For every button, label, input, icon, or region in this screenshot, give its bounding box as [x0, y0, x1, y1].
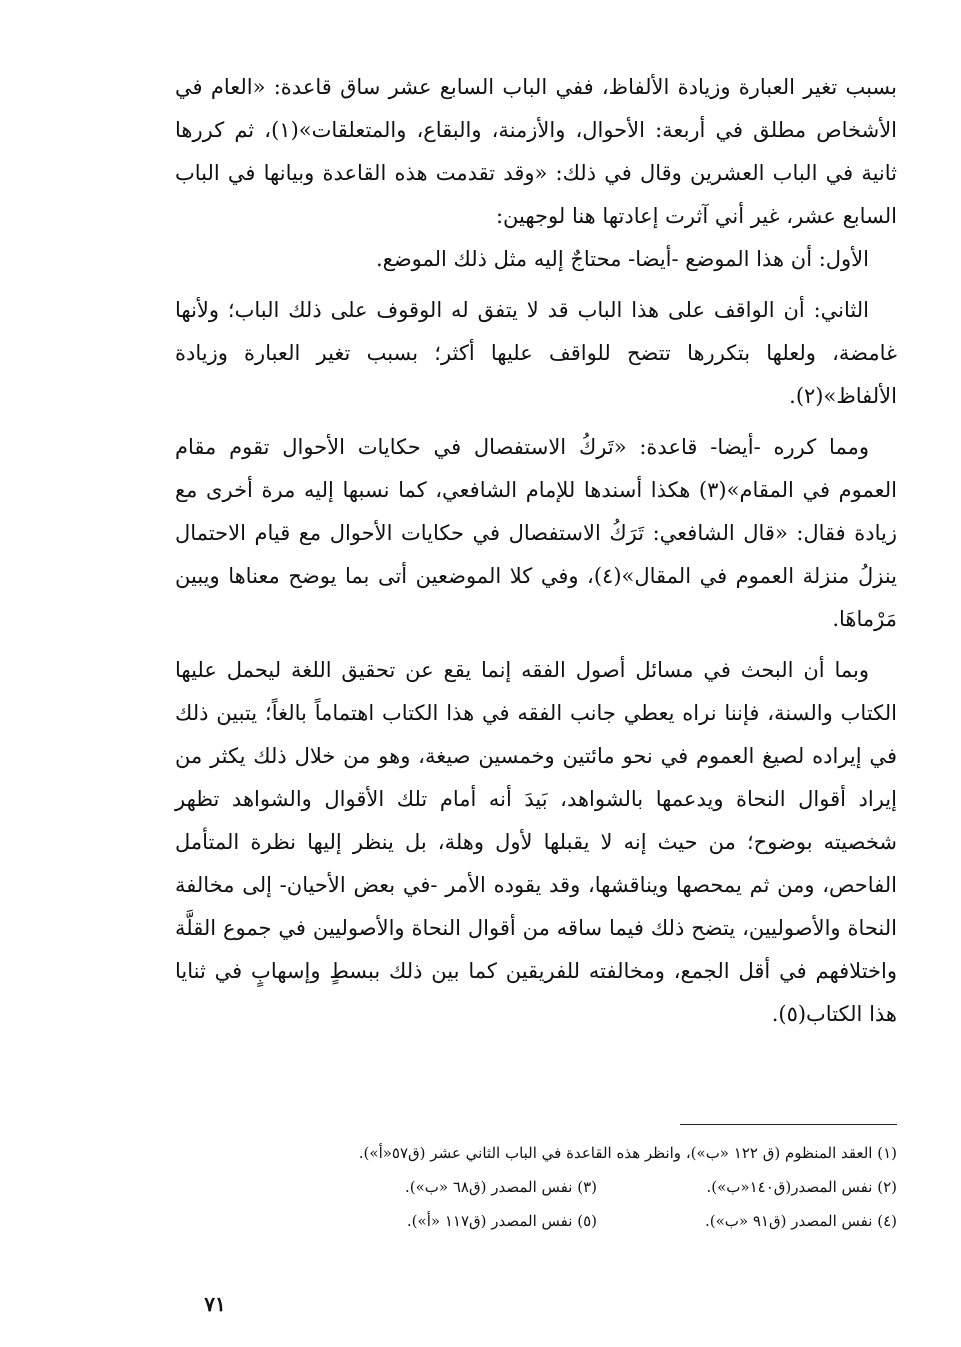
text-line: من خلال ذلك يكثر من إيراد أقوال النحاة ويدعمها بالشواهد، بَيدَ أنه أمام	[175, 744, 897, 811]
paragraph-2	[175, 238, 897, 281]
footnote-5: (٥) نفس المصدر (ق١١٧ «أ»).	[406, 1212, 597, 1230]
text-line: في الأشخاص مطلق في أربعة: الأحوال، والأزمنة، والبقاع، والمتعلقات»(١)،	[175, 75, 898, 142]
text-line: ومما كرره -أيضا- قاعدة: «تَركُ الاستفصال في حكايات الأحوال تقوم	[229, 435, 869, 459]
footnote-1: (١) العقد المنظوم (ق ١٢٢ «ب»)، وانظر هذه القاعدة في الباب الثاني عشر (ق٥٧«أ»).	[358, 1144, 897, 1162]
text-line: يوضح معناها ويبين مَرْماهَا.	[175, 564, 897, 631]
text-line: الباب؛ ولأنها غامضة، ولعلها بتكررها تتضح للواقف عليها أكثر؛ بسبب تغير	[175, 298, 897, 365]
text-line: الكتاب(٥).	[771, 1002, 863, 1026]
text-line: وبما أن البحث في مسائل أصول الفقه إنما يقع عن تحقيق اللغة ليحمل	[226, 658, 869, 682]
text-line: يقوده الأمر -في بعض الأحيان- إلى مخالفة النحاة والأصوليين، يتضح ذلك	[175, 873, 897, 940]
body-text	[175, 66, 897, 1036]
text-line: مع قيام الاحتمال ينزلُ منزلة العموم في المقال»(٤)، وفي كلا الموضعين أتى بما	[175, 521, 897, 588]
footnote-3: (٣) نفس المصدر (ق٦٨ «ب»).	[405, 1178, 597, 1196]
text-line: العبارة وزيادة الألفاظ»(٢).	[175, 341, 897, 408]
text-line: ثم كررها ثانية في الباب العشرين وقال في ذلك: «وقد تقدمت هذه القاعدة	[175, 118, 897, 185]
text-line: بالغاً؛ يتبين ذلك في إيراده لصيغ العموم في نحو مائتين وخمسين صيغة، وهو	[175, 701, 897, 768]
paragraph-4	[175, 426, 897, 641]
text-line: تلك الأقوال والشواهد تظهر شخصيته بوضوح؛ من حيث إنه لا يقبلها لأول	[175, 787, 897, 854]
paragraph-3	[175, 289, 897, 418]
text-line: أخرى مع زيادة فقال: «قال الشافعي: تَرَكُ الاستفصال في حكايات الأحوال	[175, 478, 897, 545]
text-line: وهلة، بل ينظر إليها نظرة المتأمل الفاحص، ومن ثم يمحصها ويناقشها، وقد	[175, 830, 897, 897]
footnote-row	[175, 1170, 897, 1204]
footnote-4: (٤) نفس المصدر (ق٩١ «ب»).	[705, 1212, 897, 1230]
footnotes	[175, 1136, 897, 1238]
text-line: فيما ساقه من أقوال النحاة والأصوليين في جموع القلَّة واختلافهم في أقل	[175, 916, 897, 983]
footnote-separator	[680, 1124, 897, 1125]
text-line: الثاني: أن الواقف على هذا الباب قد لا يتفق له الوقوف على ذلك	[288, 298, 869, 322]
paragraph-5	[175, 649, 897, 1036]
text-line: الجمع، ومخالفته للفريقين كما بين ذلك ببسطٍ وإسهابٍ في ثنايا هذا	[175, 959, 897, 1026]
footnote-row	[175, 1204, 897, 1238]
page-number: ٧١	[204, 1292, 226, 1316]
text-line: عليها الكتاب والسنة، فإننا نراه يعطي جانب الفقه في هذا الكتاب اهتماماً	[175, 658, 897, 725]
text-line: بسبب تغير العبارة وزيادة الألفاظ، ففي الباب السابع عشر ساق قاعدة: «العام	[210, 75, 897, 99]
footnote-2: (٢) نفس المصدر(ق١٤٠«ب»).	[706, 1178, 897, 1196]
text-line: الأول: أن هذا الموضع -أيضا- محتاجٌ إليه مثل ذلك الموضع.	[375, 247, 869, 271]
paragraph-1	[175, 66, 897, 238]
text-line: مقام العموم في المقام»(٣) هكذا أسندها للإمام الشافعي، كما نسبها إليه مرة	[175, 435, 898, 502]
text-line: وبيانها في الباب السابع عشر، غير أني آثرت إعادتها هنا لوجهين:	[175, 161, 897, 228]
